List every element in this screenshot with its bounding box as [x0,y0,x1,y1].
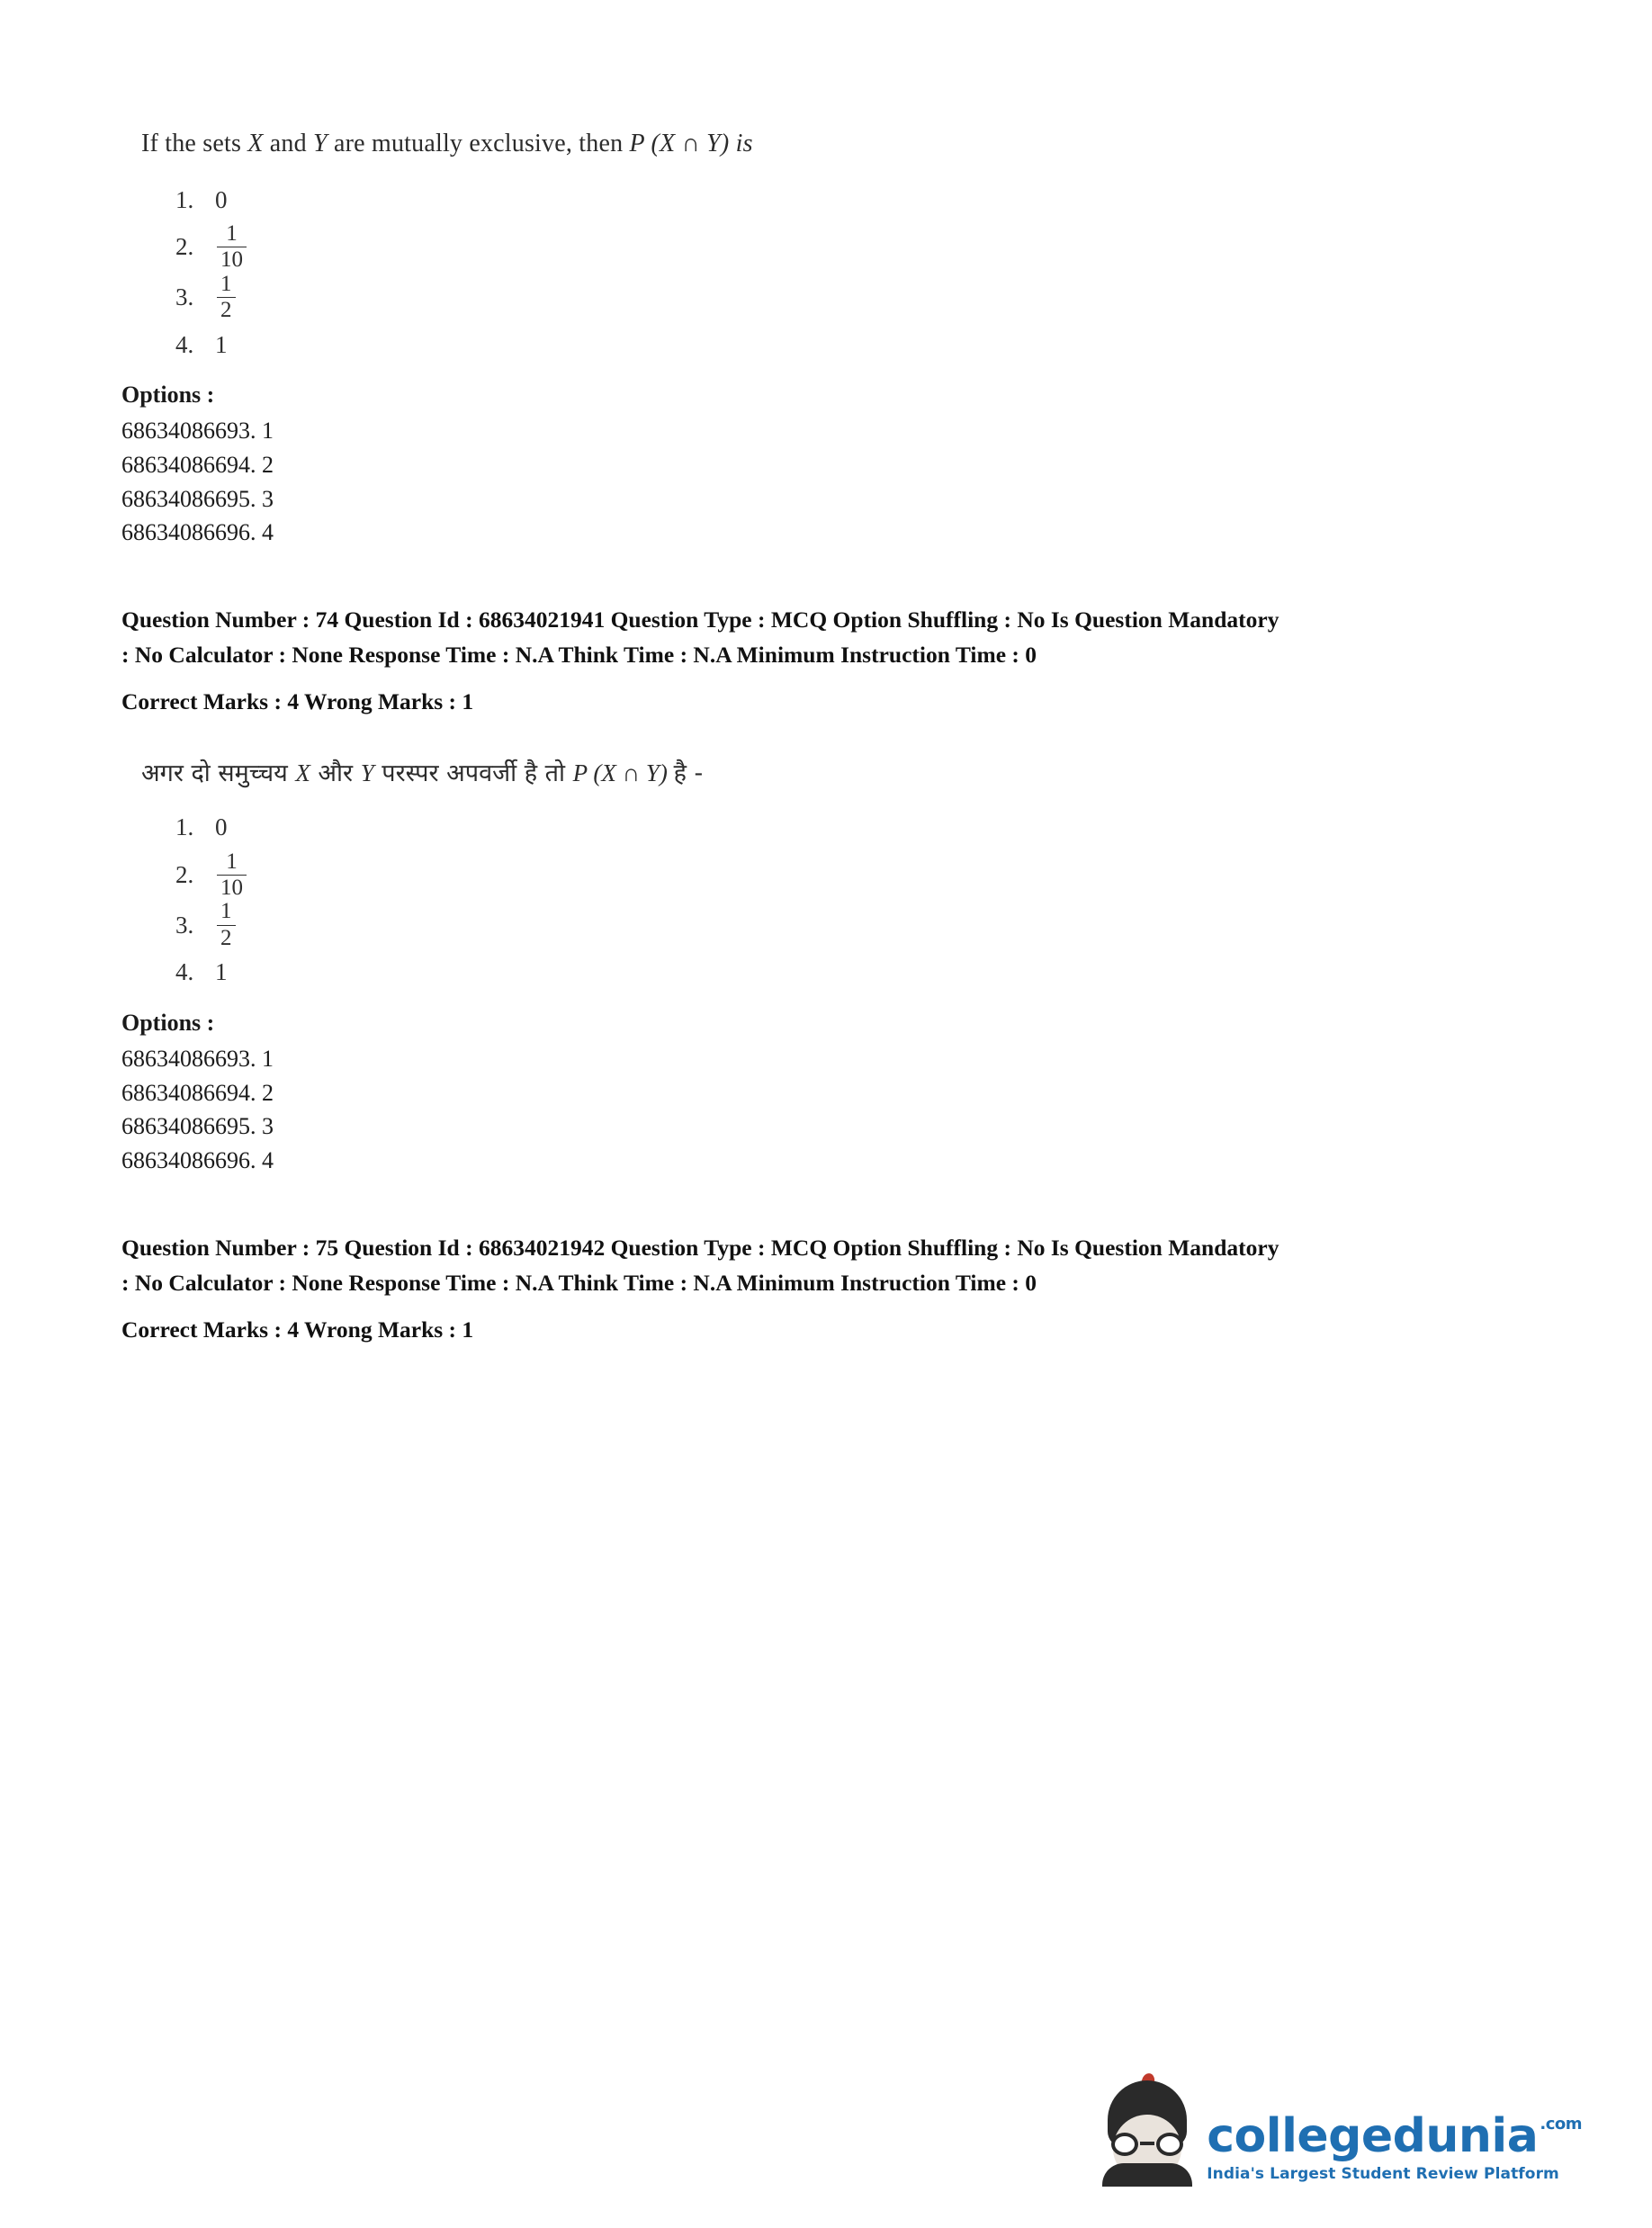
choice-value: 1 [215,958,228,986]
meta-line-2: : No Calculator : None Response Time : N.A Think Time : N.A Minimum Instruction Time : 0 [121,1270,1037,1297]
option-id-line: 68634086693. 1 [121,418,274,445]
glasses-bridge [1140,2142,1154,2145]
stem-hi-tail: परस्पर अपवर्जी है तो [373,759,573,788]
choice-number: 3. [175,911,194,939]
choice-number: 2. [175,861,194,889]
option-id-line: 68634086695. 3 [121,485,274,512]
question-block-74 [121,126,1543,719]
choice-number: 4. [175,330,194,358]
option-id-line: 68634086695. 3 [121,1113,274,1140]
fraction-denominator: 10 [217,875,247,900]
meta-line-2: : No Calculator : None Response Time : N.A Think Time : N.A Minimum Instruction Time : 0 [121,642,1037,669]
choice-list-75 [121,805,1543,995]
option-id-line: 68634086694. 2 [121,1079,274,1106]
brand-lockup [1207,2109,1582,2187]
question-meta-75 [121,1230,1507,1348]
fraction-denominator: 10 [217,247,247,272]
stem-hi-mid: और [310,759,361,788]
question-stem-hindi [141,755,1543,793]
choice-fraction [217,222,247,273]
choice-value: 1 [215,330,228,358]
choice-fraction [217,900,236,950]
choice-item[interactable] [175,900,1543,950]
brand-suffix: .com [1540,2115,1582,2134]
mascot-body [1102,2163,1192,2187]
option-id-line: 68634086693. 1 [121,1045,274,1072]
stem-variable-y: Y [313,130,328,157]
stem-expression: (X ∩ Y) is [644,130,753,157]
stem-hi-variable-y: Y [360,759,374,787]
glasses-lens-right [1156,2133,1183,2156]
choice-item[interactable] [175,273,1543,323]
choice-number: 2. [175,233,194,261]
brand-name-row [1207,2109,1582,2163]
question-stem-english [141,126,1543,161]
choice-item[interactable] [175,950,1543,995]
choice-number: 1. [175,813,194,841]
meta-line-1: Question Number : 74 Question Id : 68634021941 Question Type : MCQ Option Shuffling : No Is Question Mandatory [121,606,1279,633]
meta-marks: Correct Marks : 4 Wrong Marks : 1 [121,1316,474,1343]
choice-number: 3. [175,283,194,310]
choice-fraction [217,273,236,323]
stem-hi-expression: (X ∩ Y) [587,759,674,787]
option-id-line: 68634086696. 4 [121,519,274,546]
meta-marks: Correct Marks : 4 Wrong Marks : 1 [121,687,474,714]
collegedunia-watermark [1100,2080,1582,2187]
stem-hi-probability-symbol: P [572,759,588,787]
choice-number: 1. [175,185,194,213]
stem-hi-variable-x: X [295,759,310,787]
option-id-line: 68634086694. 2 [121,451,274,478]
choice-item[interactable] [175,805,1543,850]
document-content [121,126,1543,1347]
block-spacer [121,719,1543,755]
fraction-numerator: 1 [226,849,238,874]
options-heading: Options : [121,1009,215,1036]
choice-item[interactable] [175,850,1543,901]
brand-tagline: India's Largest Student Review Platform [1207,2165,1559,2183]
choice-value: 0 [215,185,228,213]
glasses-icon [1111,2133,1183,2156]
choice-fraction [217,850,247,901]
stem-text-prefix: If the sets [141,130,248,157]
stem-variable-x: X [247,130,264,157]
brand-name: collegedunia [1207,2109,1539,2163]
options-heading: Options : [121,382,215,409]
option-id-line: 68634086696. 4 [121,1147,274,1174]
meta-line-1: Question Number : 75 Question Id : 68634021942 Question Type : MCQ Option Shuffling : No Is Question Mandatory [121,1234,1279,1261]
choice-item[interactable] [175,177,1543,222]
question-block-75 [121,755,1543,1347]
question-meta-74 [121,602,1507,720]
choice-item[interactable] [175,322,1543,367]
glasses-lens-left [1111,2133,1138,2156]
fraction-denominator: 2 [217,925,236,950]
stem-probability-symbol: P [629,130,645,157]
fraction-numerator: 1 [226,221,238,247]
choice-list-74 [121,177,1543,367]
choice-number: 4. [175,958,194,986]
fraction-numerator: 1 [220,899,232,924]
mascot-icon [1100,2080,1194,2187]
choice-value: 0 [215,813,228,841]
fraction-numerator: 1 [220,271,232,296]
stem-hi-prefix: अगर दो समुच्चय [141,759,296,788]
fraction-denominator: 2 [217,297,236,322]
stem-hi-end: है - [673,759,704,788]
stem-text-mid: and [263,130,314,157]
stem-text-tail: are mutually exclusive, then [327,130,630,157]
choice-item[interactable] [175,222,1543,273]
